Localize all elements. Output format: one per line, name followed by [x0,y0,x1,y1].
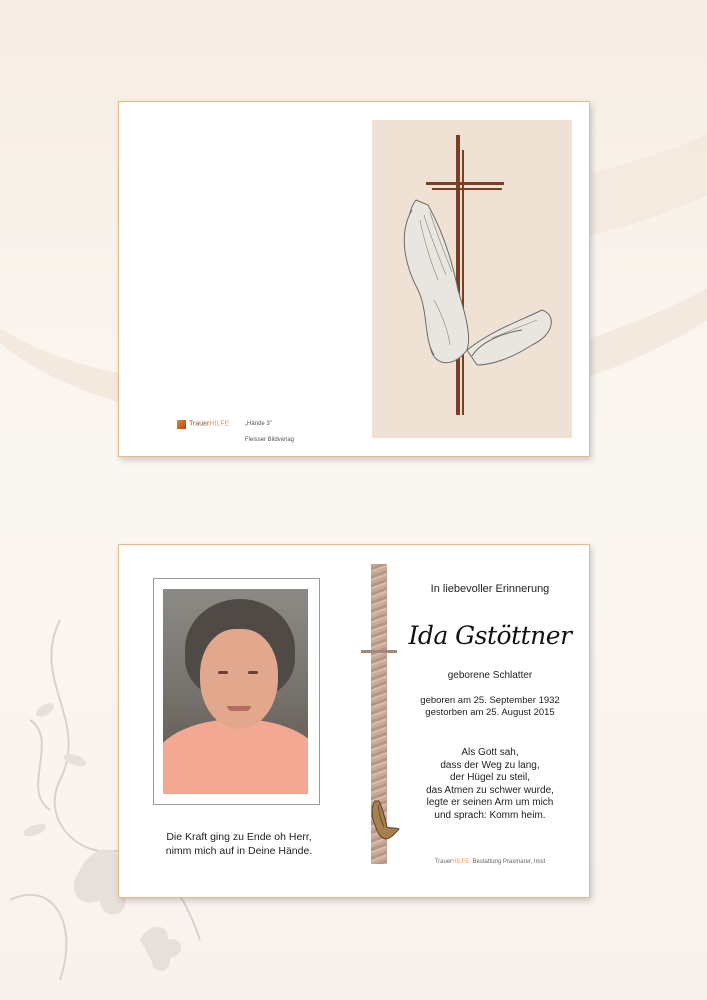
poem-line: der Hügel zu steil, [449,772,531,783]
publisher-imprint [177,420,295,443]
memorial-caption [139,830,339,858]
front-panel [372,120,572,438]
publisher-brand-b: HILFE [209,420,230,428]
card-inside [118,544,590,898]
card-front [118,101,590,457]
portrait-frame [153,578,320,805]
intro-text: In liebevoller Erinnerung [430,583,550,595]
publisher-brand [189,421,229,428]
publisher-brand-a: Trauer [189,420,210,428]
poem-line: dass der Weg zu lang, [440,759,540,771]
birth-date: geboren am 25. September 1932 [420,695,560,706]
card-footer [409,859,571,865]
praying-hands-icon [365,797,401,845]
footer-brand-b: HILFE [452,859,470,865]
publisher-logo-icon [177,420,186,429]
praying-hands-cross-icon [372,120,572,438]
poem-line: und sprach: Komm heim. [434,809,546,821]
portrait-photo [163,589,308,794]
design-name: „Hände 3" [245,421,272,427]
poem [409,747,571,822]
poem-line: legte er seinen Arm um mich [426,797,554,808]
poem-line: Als Gott sah, [461,747,519,758]
life-dates [409,695,571,718]
death-date: gestorben am 25. August 2015 [425,706,555,718]
maiden-name: geborene Schlatter [447,670,533,681]
publisher-name: Fleisser Bildverlag [245,437,295,443]
poem-line: das Atmen zu schwer wurde, [426,784,554,796]
footer-text: Bestattung Praxmarer, Imst [472,859,546,865]
deceased-name: Ida Gstöttner [408,621,572,650]
caption-line: nimm mich auf in Deine Hände. [165,845,313,857]
footer-brand-a: Trauer [434,859,453,865]
cross-bar [361,650,397,653]
caption-line: Die Kraft ging zu Ende oh Herr, [166,831,312,843]
